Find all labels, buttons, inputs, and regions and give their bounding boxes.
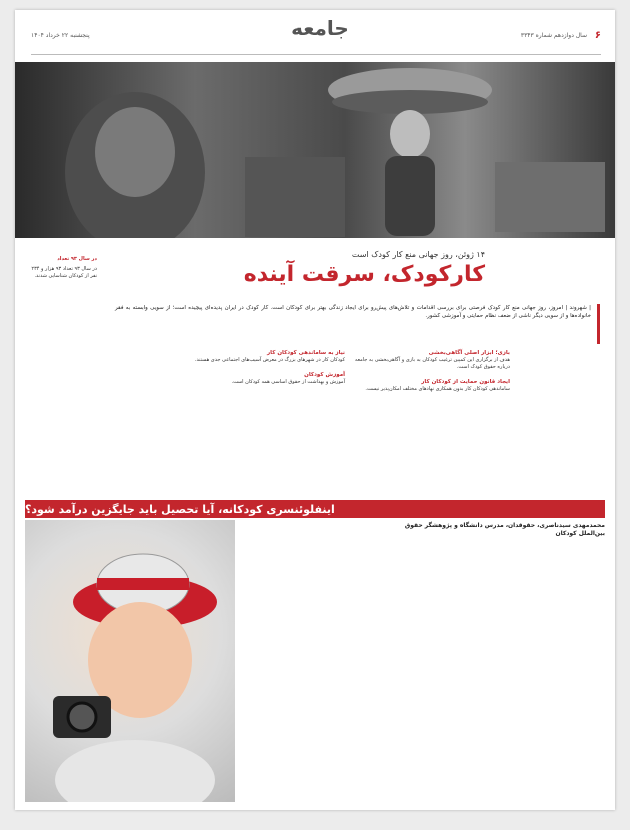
sidebar-text: در سال ۹۳ تعداد ۹۳ هزار و ۲۳۴ نفر از کودکان شناسایی شدند. bbox=[31, 266, 97, 279]
story-kicker: ۱۴ ژوئن، روز جهانی منع کار کودک است bbox=[351, 250, 485, 259]
column-left bbox=[185, 350, 345, 386]
lead-photo-child-carrying-basket bbox=[15, 62, 615, 238]
mid-subhead-2: ایجاد قانون حمایت از کودکان کار bbox=[421, 379, 510, 385]
lead-story-head bbox=[25, 238, 605, 343]
sidebar-title: در سال ۹۳ تعداد bbox=[57, 256, 97, 262]
newspaper-page bbox=[15, 10, 615, 810]
header-rule bbox=[31, 54, 601, 55]
page-number: ۶ bbox=[594, 30, 601, 41]
feature-byline: محمدمهدی سیدناصری، حقوقدان، مدرس دانشگاه و پژوهشگر حقوق بین‌الملل کودکان bbox=[404, 522, 605, 537]
left-subhead-1: نیاز به ساماندهی کودکان کار bbox=[266, 350, 345, 356]
feature-title: اینفلوئنسری کودکانه، آیا تحصیل باید جایگزین درآمد شود؟ bbox=[25, 502, 335, 516]
left-subhead-2: آموزش کودکان bbox=[304, 372, 345, 378]
story-lead-box bbox=[115, 304, 600, 344]
left-text-1: کودکان کار در شهرهای بزرگ در معرض آسیب‌های اجتماعی جدی هستند. bbox=[194, 357, 345, 363]
left-text-2: آموزش و بهداشت از حقوق اساسی همه کودکان است. bbox=[231, 379, 345, 385]
issue-date: پنجشنبه ۲۲ خرداد ۱۴۰۴ bbox=[31, 32, 90, 39]
logo-text: جامعه bbox=[291, 16, 349, 40]
newspaper-logo bbox=[265, 16, 375, 40]
feature-band bbox=[25, 500, 605, 518]
mid-text-2: ساماندهی کودکان کار بدون همکاری نهادهای مختلف امکان‌پذیر نیست. bbox=[365, 386, 510, 392]
sidebar-story bbox=[25, 256, 97, 280]
issue-info: سال دوازدهم شماره ۳۳۴۳ bbox=[520, 32, 587, 39]
feature-photo-art bbox=[25, 520, 235, 802]
feature-photo-child-with-camera bbox=[25, 520, 235, 802]
mid-subhead-1: بازی؛ ابزار اصلی آگاهی‌بخشی bbox=[428, 350, 510, 356]
page-header bbox=[15, 10, 615, 62]
story-lead-text: | شهروند | امروز، روز جهانی منع کار کودک فرصتی برای بررسی اقدامات و تلاش‌های پیش‌رو برای ایجاد زندگی بهتر برای کودکان است. کار کودک در ایران پدیده‌ای پیچیده است؛ از سویی وابسته به فقر خانواده‌ها و از سویی دیگر ناشی از ضعف نظام حمایتی و آموزشی کشور. bbox=[115, 305, 591, 319]
mid-text-1: هدف از برگزاری این کمپین ترغیب کودکان به بازی و آگاهی‌بخشی به جامعه درباره حقوق کودک است. bbox=[355, 357, 510, 370]
story-headline: کارکودک، سرقت آینده bbox=[243, 262, 485, 287]
lead-photo-art bbox=[15, 62, 615, 238]
column-middle bbox=[355, 350, 510, 393]
